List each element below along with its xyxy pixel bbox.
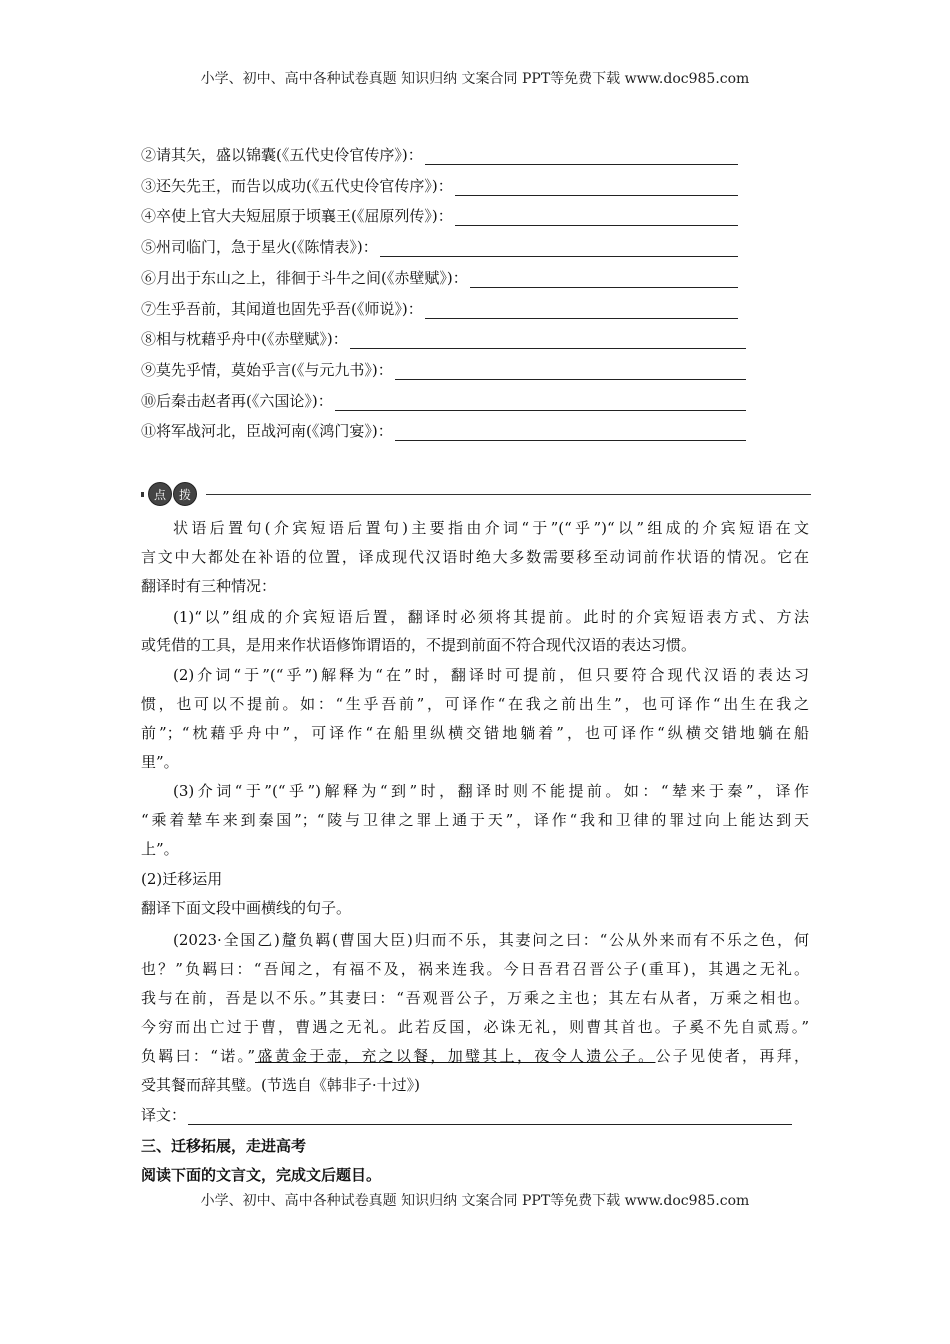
tip-heading — [141, 482, 811, 506]
passage-line: 今穷而出亡过于曹，曹遇之无礼。此若反国，必诛无礼，则曹其首也。子奚不先自贰焉。” — [141, 1018, 809, 1036]
item-text: ⑩后秦击赵者再(《六国论》)： — [141, 391, 333, 410]
exercise-item — [141, 145, 738, 165]
passage-line: (2023·全国乙)釐负羁(曹国大臣)归而不乐，其妻问之曰：“公从外来而有不乐之色，何 — [173, 931, 809, 949]
passage-line: 惯，也可以不提前。如：“生乎吾前”，可译作“在我之前出生”，也可译作“出生在我之 — [141, 695, 809, 713]
underlined-sentence: 盛黄金于壶，充之以餐，加璧其上，夜令人遗公子。 — [255, 1047, 656, 1065]
section-heading: 三、迁移拓展，走进高考 — [141, 1137, 307, 1155]
answer-blank[interactable] — [455, 181, 738, 196]
passage-line: 上”。 — [141, 840, 179, 858]
passage-line: 里”。 — [141, 753, 179, 771]
item-text: ⑦生乎吾前，其闻道也固先乎吾(《师说》)： — [141, 299, 423, 318]
passage-line: 言文中大都处在补语的位置，译成现代汉语时绝大多数需要移至动词前作状语的情况。它在 — [141, 548, 809, 566]
passage-line: 或凭借的工具，是用来作状语修饰谓语的，不提到前面不符合现代汉语的表达习惯。 — [141, 636, 697, 654]
item-text: ⑨莫先乎情，莫始乎言(《与元九书》)： — [141, 360, 393, 379]
exercise-item — [141, 391, 746, 411]
exercise-item — [141, 421, 746, 441]
answer-blank[interactable] — [425, 150, 738, 165]
passage-line: 前”；“枕藉乎舟中”，可译作“在船里纵横交错地躺着”，也可译作“纵横交错地躺在船 — [141, 724, 809, 742]
answer-blank[interactable] — [425, 304, 738, 319]
exercise-item — [141, 176, 738, 196]
translation-label: 译文： — [141, 1106, 187, 1124]
passage-line: “乘着辇车来到秦国”；“陵与卫律之罪上通于天”，译作“我和卫律的罪过向上能达到天 — [141, 811, 809, 829]
answer-blank[interactable] — [380, 242, 738, 257]
item-text: ⑪将军战河北，臣战河南(《鸿门宴》)： — [141, 422, 393, 441]
page-footer: 小学、初中、高中各种试卷真题 知识归纳 文案合同 PPT等免费下载 www.doc985.com — [200, 1193, 750, 1209]
answer-blank[interactable] — [188, 1110, 792, 1125]
answer-blank[interactable] — [455, 211, 738, 226]
passage-line: (3)介词“于”(“乎”)解释为“到”时，翻译时则不能提前。如：“辇来于秦”，译作 — [173, 782, 809, 800]
exercise-item — [141, 206, 738, 226]
item-text: ⑧相与枕藉乎舟中(《赤壁赋》)： — [141, 330, 348, 349]
tip-badge: 点 — [148, 482, 172, 506]
tip-badge: 拨 — [173, 482, 197, 506]
passage-line: (2)介词“于”(“乎”)解释为“在”时，翻译时可提前，但只要符合现代汉语的表达习 — [173, 666, 809, 684]
answer-blank[interactable] — [335, 396, 746, 411]
answer-blank[interactable] — [395, 365, 746, 380]
page-header: 小学、初中、高中各种试卷真题 知识归纳 文案合同 PPT等免费下载 www.doc985.com — [200, 71, 750, 87]
instruction: 阅读下面的文言文，完成文后题目。 — [141, 1166, 382, 1184]
passage-line: 状语后置句(介宾短语后置句)主要指由介词“于”(“乎”)“以”组成的介宾短语在文 — [173, 519, 809, 537]
exercise-item — [141, 360, 746, 380]
divider — [206, 494, 811, 495]
exercise-item — [141, 299, 738, 319]
translation-line — [141, 1105, 792, 1125]
passage-line: (1)“以”组成的介宾短语后置，翻译时必须将其提前。此时的介宾短语表方式、方法 — [173, 608, 809, 626]
item-text: ⑥月出于东山之上，徘徊于斗牛之间(《赤壁赋》)： — [141, 268, 468, 287]
bullet-mark — [141, 492, 144, 497]
item-text: ②请其矢，盛以锦囊(《五代史伶官传序》)： — [141, 146, 423, 164]
item-text: ⑤州司临门，急于星火(《陈情表》)： — [141, 238, 378, 257]
passage-line: 负羁曰：“诺。”盛黄金于壶，充之以餐，加璧其上，夜令人遗公子。公子见使者，再拜， — [141, 1047, 809, 1065]
passage-line: (2)迁移运用 — [141, 870, 223, 888]
answer-blank[interactable] — [395, 426, 746, 441]
item-text: ④卒使上官大夫短屈原于顷襄王(《屈原列传》)： — [141, 207, 453, 226]
passage-line: 我与在前，吾是以不乐。”其妻曰：“吾观晋公子，万乘之主也；其左右从者，万乘之相也。 — [141, 989, 809, 1007]
answer-blank[interactable] — [470, 273, 738, 288]
passage-line: 受其餐而辞其璧。(节选自《韩非子·十过》) — [141, 1076, 420, 1094]
passage-line: 翻译下面文段中画横线的句子。 — [141, 899, 352, 917]
answer-blank[interactable] — [350, 334, 746, 349]
passage-line: 也？”负羁曰：“吾闻之，有福不及，祸来连我。今日吾君召晋公子(重耳)，其遇之无礼。 — [141, 960, 809, 978]
item-text: ③还矢先王，而告以成功(《五代史伶官传序》)： — [141, 176, 453, 195]
exercise-item — [141, 268, 738, 288]
exercise-item — [141, 237, 738, 257]
exercise-item — [141, 329, 746, 349]
passage-line: 翻译时有三种情况： — [141, 577, 277, 595]
